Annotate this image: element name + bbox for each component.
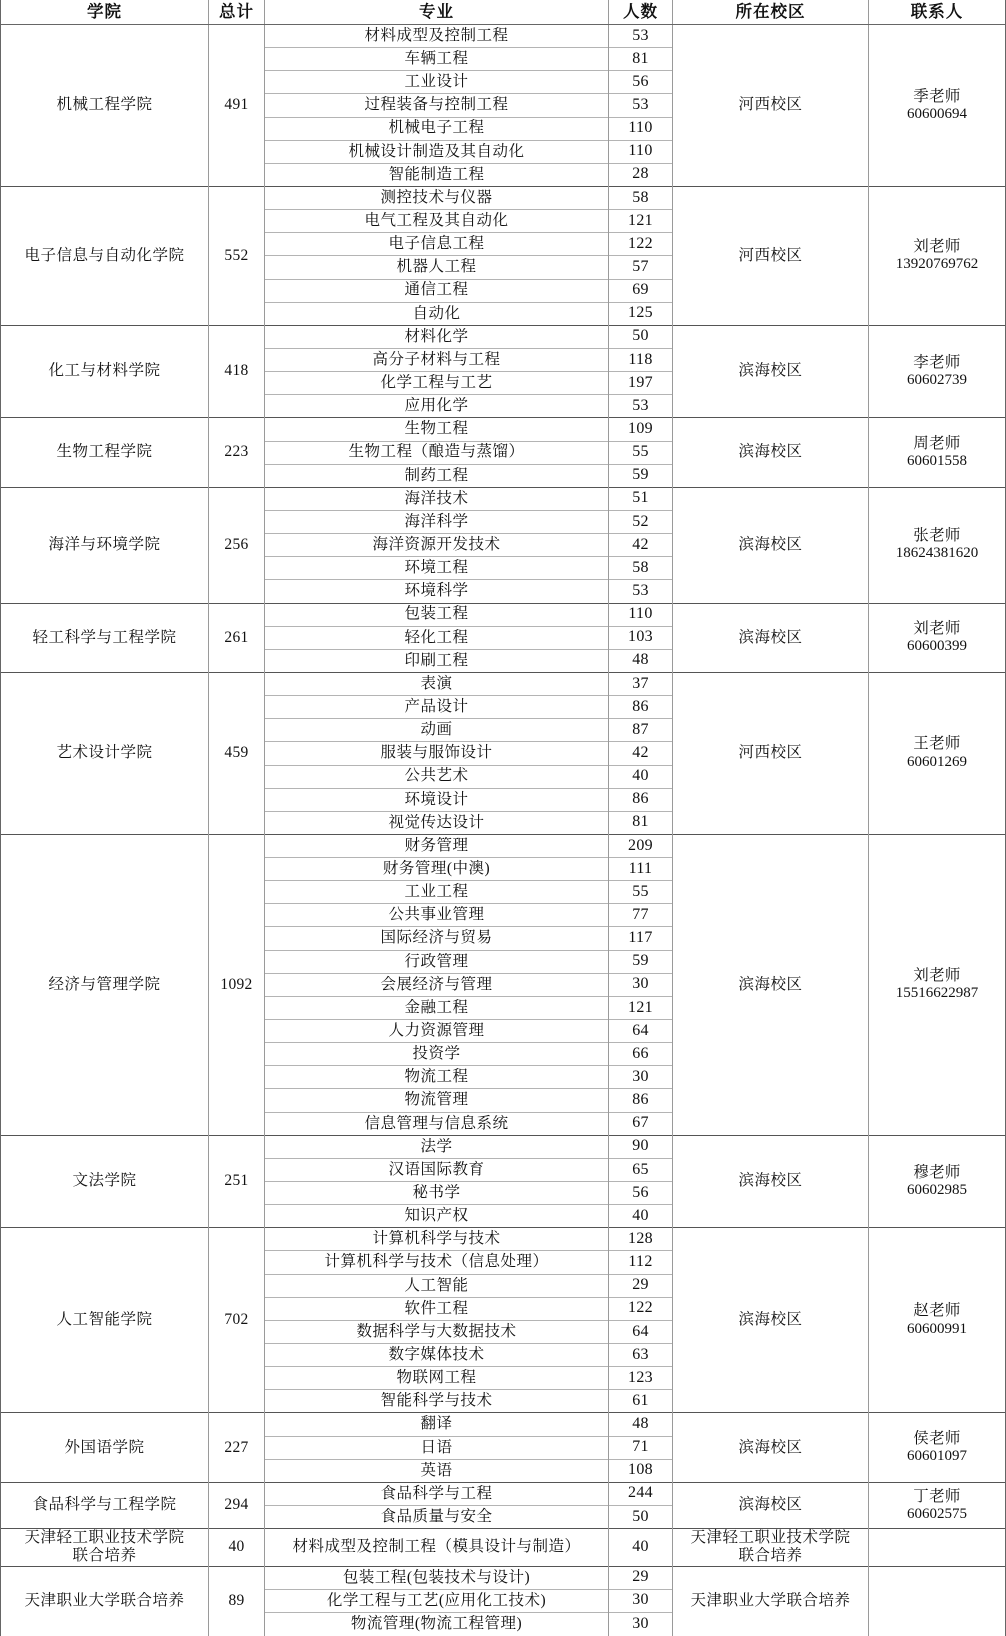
contact-phone: 60600694 [907,105,967,122]
cell-campus: 滨海校区 [673,1135,869,1228]
cell-count: 53 [609,395,673,418]
table-row [1,1529,1006,1567]
cell-count: 40 [609,765,673,788]
cell-count: 67 [609,1112,673,1135]
cell-count: 121 [609,210,673,233]
cell-major: 环境科学 [265,580,609,603]
cell-count: 53 [609,25,673,48]
cell-major: 汉语国际教育 [265,1158,609,1181]
cell-major: 信息管理与信息系统 [265,1112,609,1135]
cell-major: 测控技术与仪器 [265,186,609,209]
cell-count: 86 [609,788,673,811]
cell-count: 110 [609,603,673,626]
cell-major: 高分子材料与工程 [265,348,609,371]
cell-count: 109 [609,418,673,441]
cell-count: 69 [609,279,673,302]
cell-count: 50 [609,325,673,348]
cell-major: 材料化学 [265,325,609,348]
cell-major: 数据科学与大数据技术 [265,1320,609,1343]
cell-count: 55 [609,881,673,904]
cell-contact [869,487,1006,603]
cell-major: 化学工程与工艺(应用化工技术) [265,1589,609,1612]
cell-count: 90 [609,1135,673,1158]
contact-name: 赵老师 [913,1302,961,1320]
cell-count: 48 [609,1413,673,1436]
cell-major: 行政管理 [265,950,609,973]
cell-campus: 河西校区 [673,186,869,325]
cell-count: 65 [609,1158,673,1181]
table-row [1,25,1006,48]
cell-major: 财务管理(中澳) [265,858,609,881]
cell-count: 42 [609,742,673,765]
cell-campus: 天津职业大学联合培养 [673,1566,869,1635]
contact-phone: 60601558 [907,452,967,469]
cell-count: 197 [609,372,673,395]
cell-major: 软件工程 [265,1297,609,1320]
cell-college: 海洋与环境学院 [1,487,209,603]
cell-total: 1092 [209,834,265,1135]
cell-major: 物流管理(物流工程管理) [265,1612,609,1635]
cell-total: 227 [209,1413,265,1482]
cell-major: 知识产权 [265,1205,609,1228]
cell-major: 机械电子工程 [265,117,609,140]
cell-major: 生物工程 [265,418,609,441]
cell-major: 过程装备与控制工程 [265,94,609,117]
cell-major: 制药工程 [265,464,609,487]
cell-major: 人工智能 [265,1274,609,1297]
cell-major: 海洋科学 [265,510,609,533]
cell-major: 计算机科学与技术（信息处理） [265,1251,609,1274]
cell-major: 动画 [265,719,609,742]
cell-campus: 滨海校区 [673,418,869,487]
cell-major: 人力资源管理 [265,1020,609,1043]
cell-count: 64 [609,1320,673,1343]
cell-count: 87 [609,719,673,742]
cell-count: 56 [609,71,673,94]
cell-major: 自动化 [265,302,609,325]
table-row [1,418,1006,441]
cell-contact [869,672,1006,834]
cell-count: 28 [609,163,673,186]
contact-phone: 13920769762 [895,256,979,273]
cell-contact [869,1228,1006,1413]
table-row [1,1413,1006,1436]
cell-campus: 滨海校区 [673,603,869,672]
table-body [1,25,1006,1636]
table-row [1,1482,1006,1505]
cell-contact [869,1413,1006,1482]
cell-major: 环境设计 [265,788,609,811]
contact-name: 刘老师 [913,237,961,255]
cell-major: 通信工程 [265,279,609,302]
cell-major: 海洋技术 [265,487,609,510]
cell-count: 110 [609,117,673,140]
table-row [1,325,1006,348]
cell-count: 86 [609,696,673,719]
cell-campus-line2: 联合培养 [738,1547,803,1565]
cell-campus: 滨海校区 [673,834,869,1135]
cell-college: 轻工科学与工程学院 [1,603,209,672]
cell-major: 投资学 [265,1043,609,1066]
cell-major: 公共艺术 [265,765,609,788]
table-row [1,603,1006,626]
cell-count: 58 [609,557,673,580]
cell-count: 61 [609,1390,673,1413]
cell-count: 117 [609,927,673,950]
cell-count: 77 [609,904,673,927]
cell-contact [869,1529,1006,1567]
cell-count: 53 [609,580,673,603]
cell-college: 经济与管理学院 [1,834,209,1135]
cell-major: 海洋资源开发技术 [265,534,609,557]
cell-count: 30 [609,1589,673,1612]
cell-count: 81 [609,811,673,834]
cell-count: 55 [609,441,673,464]
cell-total: 251 [209,1135,265,1228]
cell-total: 491 [209,25,265,187]
contact-name: 张老师 [913,527,961,545]
cell-count: 108 [609,1459,673,1482]
cell-count: 128 [609,1228,673,1251]
contact-phone: 60601269 [907,753,967,770]
cell-college: 化工与材料学院 [1,325,209,418]
cell-count: 86 [609,1089,673,1112]
cell-campus: 河西校区 [673,25,869,187]
table-row [1,672,1006,695]
cell-college-line2: 联合培养 [72,1547,137,1565]
cell-major: 法学 [265,1135,609,1158]
cell-contact [869,603,1006,672]
cell-count: 122 [609,233,673,256]
cell-major: 金融工程 [265,996,609,1019]
cell-major: 机器人工程 [265,256,609,279]
cell-count: 29 [609,1274,673,1297]
cell-major: 财务管理 [265,834,609,857]
contact-name: 刘老师 [913,966,961,984]
cell-count: 30 [609,1612,673,1635]
cell-count: 42 [609,534,673,557]
cell-count: 57 [609,256,673,279]
cell-contact [869,418,1006,487]
cell-major: 工业工程 [265,881,609,904]
cell-count: 112 [609,1251,673,1274]
cell-contact [869,25,1006,187]
contact-phone: 15516622987 [895,985,979,1002]
cell-count: 121 [609,996,673,1019]
cell-major: 物流管理 [265,1089,609,1112]
column-header-major: 专业 [265,0,609,25]
table-row [1,1228,1006,1251]
cell-major: 生物工程（酿造与蒸馏） [265,441,609,464]
cell-count: 103 [609,626,673,649]
header-row [1,0,1006,25]
cell-count: 30 [609,1066,673,1089]
cell-total: 223 [209,418,265,487]
contact-phone: 60602575 [907,1505,967,1522]
cell-major: 计算机科学与技术 [265,1228,609,1251]
cell-contact [869,834,1006,1135]
column-header-count: 人数 [609,0,673,25]
cell-total: 702 [209,1228,265,1413]
cell-major: 食品质量与安全 [265,1506,609,1529]
cell-count: 118 [609,348,673,371]
cell-total: 459 [209,672,265,834]
cell-count: 123 [609,1367,673,1390]
cell-major: 智能制造工程 [265,163,609,186]
cell-contact [869,1135,1006,1228]
cell-count: 71 [609,1436,673,1459]
cell-college: 外国语学院 [1,1413,209,1482]
column-header-campus: 所在校区 [673,0,869,25]
table-row [1,487,1006,510]
contact-name: 刘老师 [913,619,961,637]
cell-major: 数字媒体技术 [265,1344,609,1367]
contact-name: 穆老师 [913,1163,961,1181]
cell-count: 59 [609,950,673,973]
cell-count: 244 [609,1482,673,1505]
cell-count: 125 [609,302,673,325]
cell-contact [869,186,1006,325]
column-header-college: 学院 [1,0,209,25]
table-row [1,1135,1006,1158]
cell-count: 51 [609,487,673,510]
cell-contact [869,1482,1006,1528]
cell-major: 机械设计制造及其自动化 [265,140,609,163]
cell-campus: 滨海校区 [673,1228,869,1413]
cell-major: 会展经济与管理 [265,973,609,996]
cell-college: 食品科学与工程学院 [1,1482,209,1528]
cell-contact [869,325,1006,418]
cell-count: 122 [609,1297,673,1320]
cell-major: 化学工程与工艺 [265,372,609,395]
cell-total: 552 [209,186,265,325]
cell-college: 天津轻工职业技术学院 联合培养 [1,1529,209,1567]
cell-major: 材料成型及控制工程（模具设计与制造） [265,1529,609,1567]
cell-major: 日语 [265,1436,609,1459]
cell-college: 艺术设计学院 [1,672,209,834]
cell-campus: 河西校区 [673,672,869,834]
contact-name: 王老师 [913,735,961,753]
cell-college: 生物工程学院 [1,418,209,487]
contact-name: 侯老师 [913,1429,961,1447]
table-header [1,0,1006,25]
table-row [1,186,1006,209]
contact-phone: 60601097 [907,1447,967,1464]
cell-major: 材料成型及控制工程 [265,25,609,48]
cell-count: 209 [609,834,673,857]
cell-major: 翻译 [265,1413,609,1436]
cell-count: 50 [609,1506,673,1529]
contact-phone: 60600991 [907,1320,967,1337]
contact-phone: 60600399 [907,638,967,655]
contact-name: 李老师 [913,353,961,371]
cell-contact [869,1566,1006,1635]
cell-total: 294 [209,1482,265,1528]
cell-major: 印刷工程 [265,649,609,672]
cell-campus: 滨海校区 [673,487,869,603]
contact-name: 周老师 [913,434,961,452]
cell-campus: 滨海校区 [673,325,869,418]
cell-total: 40 [209,1529,265,1567]
cell-major: 表演 [265,672,609,695]
cell-total: 418 [209,325,265,418]
cell-college: 机械工程学院 [1,25,209,187]
cell-count: 64 [609,1020,673,1043]
cell-college: 天津职业大学联合培养 [1,1566,209,1635]
cell-major: 物流工程 [265,1066,609,1089]
cell-total: 256 [209,487,265,603]
cell-count: 40 [609,1205,673,1228]
cell-campus: 滨海校区 [673,1482,869,1528]
cell-major: 环境工程 [265,557,609,580]
cell-major: 电气工程及其自动化 [265,210,609,233]
cell-major: 视觉传达设计 [265,811,609,834]
cell-campus: 天津轻工职业技术学院 联合培养 [673,1529,869,1567]
contact-phone: 60602739 [907,371,967,388]
table-row [1,1566,1006,1589]
contact-name: 季老师 [913,87,961,105]
cell-major: 包装工程(包装技术与设计) [265,1566,609,1589]
cell-count: 30 [609,973,673,996]
cell-major: 车辆工程 [265,48,609,71]
cell-count: 40 [609,1529,673,1567]
cell-count: 52 [609,510,673,533]
cell-major: 服装与服饰设计 [265,742,609,765]
cell-count: 111 [609,858,673,881]
contact-name: 丁老师 [913,1487,961,1505]
cell-total: 89 [209,1566,265,1635]
cell-major: 包装工程 [265,603,609,626]
cell-major: 工业设计 [265,71,609,94]
cell-count: 37 [609,672,673,695]
table-row [1,834,1006,857]
cell-campus: 滨海校区 [673,1413,869,1482]
cell-major: 智能科学与技术 [265,1390,609,1413]
cell-major: 应用化学 [265,395,609,418]
cell-total: 261 [209,603,265,672]
contact-phone: 18624381620 [895,545,979,562]
cell-count: 59 [609,464,673,487]
cell-college: 文法学院 [1,1135,209,1228]
cell-major: 国际经济与贸易 [265,927,609,950]
cell-count: 110 [609,140,673,163]
column-header-contact: 联系人 [869,0,1006,25]
cell-major: 产品设计 [265,696,609,719]
cell-count: 63 [609,1344,673,1367]
cell-major: 公共事业管理 [265,904,609,927]
cell-major: 物联网工程 [265,1367,609,1390]
cell-count: 56 [609,1182,673,1205]
cell-count: 53 [609,94,673,117]
cell-count: 48 [609,649,673,672]
cell-major: 轻化工程 [265,626,609,649]
contact-phone: 60602985 [907,1181,967,1198]
cell-count: 58 [609,186,673,209]
cell-count: 66 [609,1043,673,1066]
cell-college: 电子信息与自动化学院 [1,186,209,325]
cell-major: 食品科学与工程 [265,1482,609,1505]
cell-major: 电子信息工程 [265,233,609,256]
column-header-total: 总计 [209,0,265,25]
cell-major: 英语 [265,1459,609,1482]
cell-count: 81 [609,48,673,71]
cell-college: 人工智能学院 [1,1228,209,1413]
cell-count: 29 [609,1566,673,1589]
cell-major: 秘书学 [265,1182,609,1205]
